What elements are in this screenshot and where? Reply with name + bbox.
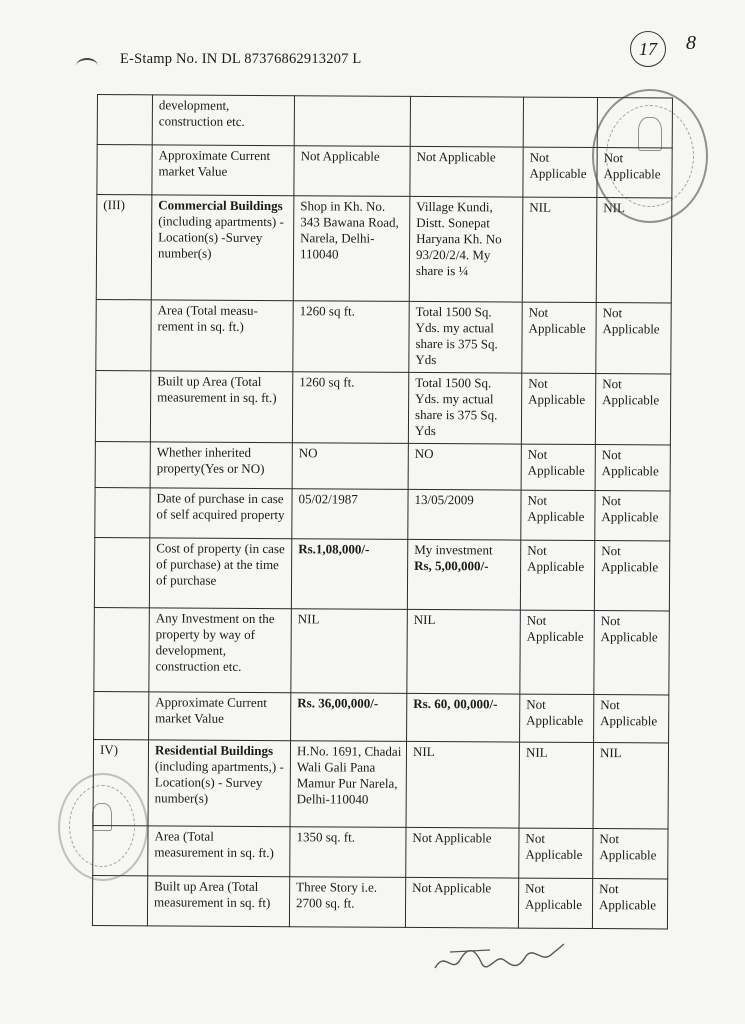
cell-value: NO	[292, 443, 408, 490]
cell-index	[97, 145, 152, 195]
cell-label: Built up Area (Total measurement in sq. ft)	[147, 876, 289, 927]
cell-index: IV)	[93, 739, 149, 825]
cell-value: 05/02/1987	[292, 489, 408, 540]
cell-value: NIL	[406, 741, 520, 828]
cell-value: Not Applicable	[518, 878, 592, 928]
category-detail: (including apartments) -Location(s) -Survey number(s)	[157, 213, 284, 261]
table-row	[96, 195, 672, 304]
cell-value: Not Applicable	[410, 146, 523, 197]
cell-value: Not Applicable	[519, 828, 593, 878]
cell-value: 13/05/2009	[408, 489, 521, 540]
cell-value: Three Story i.e. 2700 sq. ft.	[289, 877, 405, 928]
table-row	[96, 299, 671, 374]
cell-index	[92, 875, 147, 925]
table-row	[92, 875, 667, 929]
cell-label: Area (Total measurement in sq. ft.)	[148, 826, 290, 877]
cell-index	[94, 691, 149, 739]
signature-icon	[430, 930, 570, 980]
cell-value: 1260 sq ft.	[293, 301, 409, 373]
cell-value: Not Applicable	[405, 877, 518, 928]
cell-value: Village Kundi, Distt. Sonepat Haryana Kh. No 93/20/2/4. My share is ¼	[409, 196, 523, 302]
cell-value: Not Applicable	[521, 490, 595, 540]
cell-label: Cost of property (in case of purchase) at the time of purchase	[149, 538, 291, 609]
notary-seal-icon	[58, 773, 148, 881]
cell-value: 1350 sq. ft.	[290, 827, 406, 878]
category-title: Commercial Buildings	[158, 197, 283, 214]
cell-index	[94, 537, 149, 607]
cell-index	[95, 487, 150, 537]
cell-value: Not Applicable	[594, 611, 670, 695]
cell-value: Not Applicable	[595, 374, 670, 445]
cell-index	[95, 370, 150, 441]
cell-value: Not Applicable	[520, 610, 595, 694]
cell-value	[410, 96, 523, 147]
cell-value: NIL	[522, 197, 597, 302]
cell-label	[151, 195, 294, 301]
cell-value: Not Applicable	[597, 148, 672, 198]
cell-value: NIL	[519, 742, 594, 828]
cell-value: NIL	[291, 609, 408, 694]
emblem-icon	[92, 803, 112, 831]
cell-value: Not Applicable	[521, 373, 595, 444]
cell-value: NIL	[596, 198, 672, 303]
cell-value: Not Applicable	[592, 879, 667, 929]
property-table	[92, 94, 673, 930]
cell-value: Shop in Kh. No. 343 Bawana Road, Narela, Delhi-110040	[293, 196, 410, 302]
cell-label: Date of purchase in case of self acquired property	[150, 488, 292, 539]
cell-value: Not Applicable	[406, 827, 519, 878]
page-number-circle: 17	[630, 31, 666, 67]
cell-value: NIL	[407, 609, 521, 694]
table-row	[95, 441, 670, 491]
cell-value: Not Applicable	[294, 146, 410, 197]
cell-label: Whether inherited property(Yes or NO)	[150, 442, 292, 489]
table-row	[94, 691, 669, 743]
table-row	[93, 825, 668, 879]
table-row	[95, 487, 670, 541]
investment-label: My investment	[414, 541, 493, 558]
cell-value: Not Applicable	[593, 829, 668, 879]
cell-value	[291, 693, 407, 742]
cost-value: Rs.1,08,000/-	[298, 541, 370, 557]
cell-value	[407, 539, 520, 610]
table-row	[93, 739, 669, 829]
cell-value: Not Applicable	[594, 541, 669, 611]
cell-value: Not Applicable	[594, 695, 669, 743]
emblem-icon	[638, 117, 662, 151]
cell-value: Not Applicable	[523, 147, 597, 197]
cell-value: Not Applicable	[596, 303, 671, 374]
cell-value	[294, 96, 410, 147]
table-row	[97, 145, 672, 199]
cell-value	[407, 693, 520, 742]
market-value: Rs. 60, 00,000/-	[413, 695, 498, 712]
cell-label: Approximate Current market Value	[152, 145, 294, 196]
cell-value: Not Applicable	[520, 694, 594, 742]
page-mark: 8	[686, 32, 696, 54]
category-detail: (including apartments,) -Location(s) - Survey number(s)	[154, 758, 284, 806]
table-row	[94, 537, 669, 611]
cell-value: 1260 sq ft.	[292, 372, 408, 444]
cell-label: development, construction etc.	[152, 95, 294, 146]
cell-value: Not Applicable	[522, 302, 596, 373]
cell-value: Not Applicable	[595, 445, 670, 491]
cell-index	[96, 299, 151, 370]
cell-value: Total 1500 Sq. Yds. my actual share is 375 Sq. Yds	[409, 301, 522, 373]
cell-index: (III)	[96, 195, 152, 300]
cell-label: Area (Total measu-rement in sq. ft.)	[151, 300, 293, 372]
investment-value: Rs, 5,00,000/-	[414, 557, 489, 574]
cell-value: Not Applicable	[520, 540, 594, 610]
cell-value: H.No. 1691, Chadai Wali Gali Pana Mamur Pur Narela, Delhi-110040	[290, 741, 407, 828]
cell-label: Built up Area (Total measurement in sq. ft.)	[150, 371, 292, 443]
table-row	[97, 95, 672, 149]
cell-value: NIL	[593, 743, 669, 829]
category-title: Residential Buildings	[154, 742, 274, 759]
cell-label	[148, 740, 291, 827]
cell-value	[523, 97, 597, 147]
cell-label: Approximate Current market Value	[149, 692, 291, 741]
estamp-number: E-Stamp No. IN DL 87376862913207 L	[120, 51, 362, 67]
cell-index	[97, 95, 152, 145]
cell-index	[94, 607, 150, 691]
table-row	[95, 370, 670, 445]
cell-value: Total 1500 Sq. Yds. my actual share is 375 Sq. Yds	[408, 372, 521, 444]
cell-value: Not Applicable	[521, 444, 595, 490]
table-row	[94, 607, 670, 695]
cell-value	[291, 539, 407, 610]
cell-index	[95, 441, 150, 487]
market-value: Rs. 36,00,000/-	[297, 695, 379, 711]
cell-value: NO	[408, 443, 521, 490]
punch-hole-mark	[76, 58, 98, 74]
cell-label: Any Investment on the property by way of development, construction etc.	[149, 608, 292, 693]
cell-value: Not Applicable	[595, 491, 670, 541]
notary-seal-icon	[592, 89, 708, 223]
